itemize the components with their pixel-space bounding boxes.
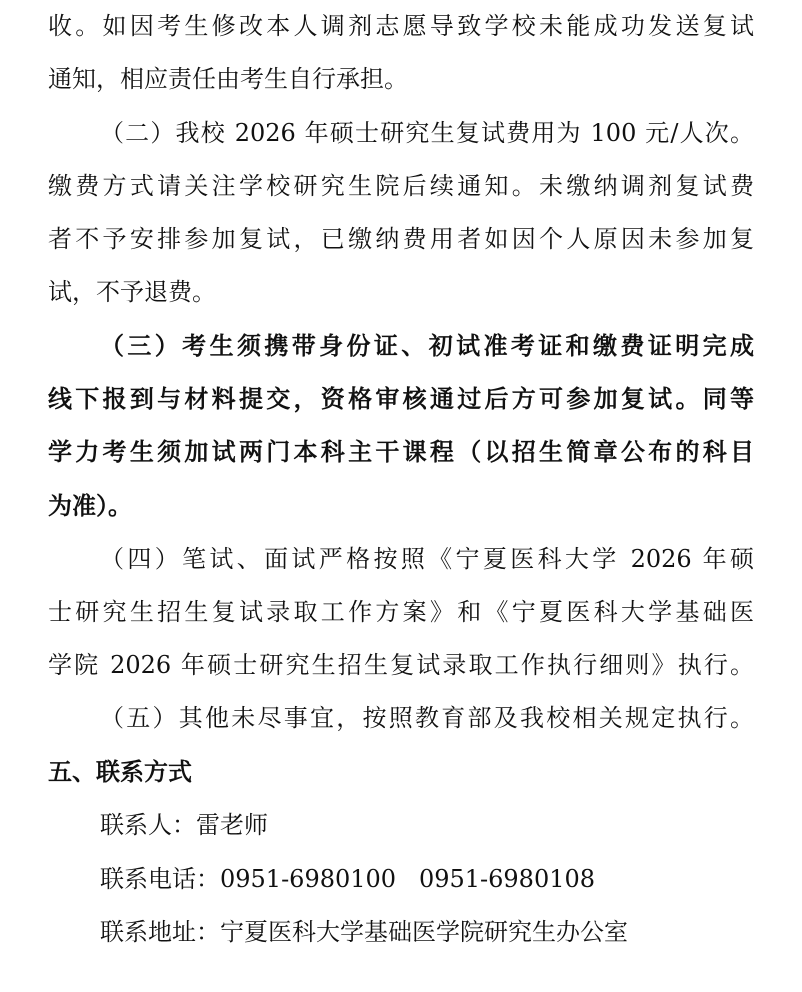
- documents-paragraph-line: 线下报到与材料提交，资格审核通过后方可参加复试。同等: [48, 385, 754, 413]
- documents-paragraph-line: （三）考生须携带身份证、初试准考证和缴费证明完成: [100, 332, 754, 360]
- paragraph-line: 通知，相应责任由考生自行承担。: [48, 65, 408, 93]
- fee-paragraph-line: 者不予安排参加复试，已缴纳费用者如因个人原因未参加复: [48, 225, 754, 253]
- contact-person: 联系人：雷老师: [100, 811, 268, 839]
- paragraph-line: 收。如因考生修改本人调剂志愿导致学校未能成功发送复试: [48, 12, 754, 40]
- other-paragraph-line: （五）其他未尽事宜，按照教育部及我校相关规定执行。: [100, 704, 754, 732]
- exam-paragraph-line: （四）笔试、面试严格按照《宁夏医科大学 2026 年硕: [100, 545, 754, 573]
- documents-paragraph-line: 学力考生须加试两门本科主干课程（以招生简章公布的科目: [48, 438, 754, 466]
- contact-phone: 联系电话：0951-6980100 0951-6980108: [100, 865, 596, 893]
- documents-paragraph-line: 为准）。: [48, 492, 132, 520]
- contact-address: 联系地址：宁夏医科大学基础医学院研究生办公室: [100, 918, 628, 946]
- exam-paragraph-line: 学院 2026 年硕士研究生招生复试录取工作执行细则》执行。: [48, 651, 754, 679]
- fee-paragraph-line: 试，不予退费。: [48, 278, 216, 306]
- contact-heading: 五、联系方式: [48, 758, 192, 786]
- fee-paragraph-line: 缴费方式请关注学校研究生院后续通知。未缴纳调剂复试费: [48, 172, 754, 200]
- exam-paragraph-line: 士研究生招生复试录取工作方案》和《宁夏医科大学基础医: [48, 598, 754, 626]
- fee-paragraph-line: （二）我校 2026 年硕士研究生复试费用为 100 元/人次。: [100, 119, 754, 147]
